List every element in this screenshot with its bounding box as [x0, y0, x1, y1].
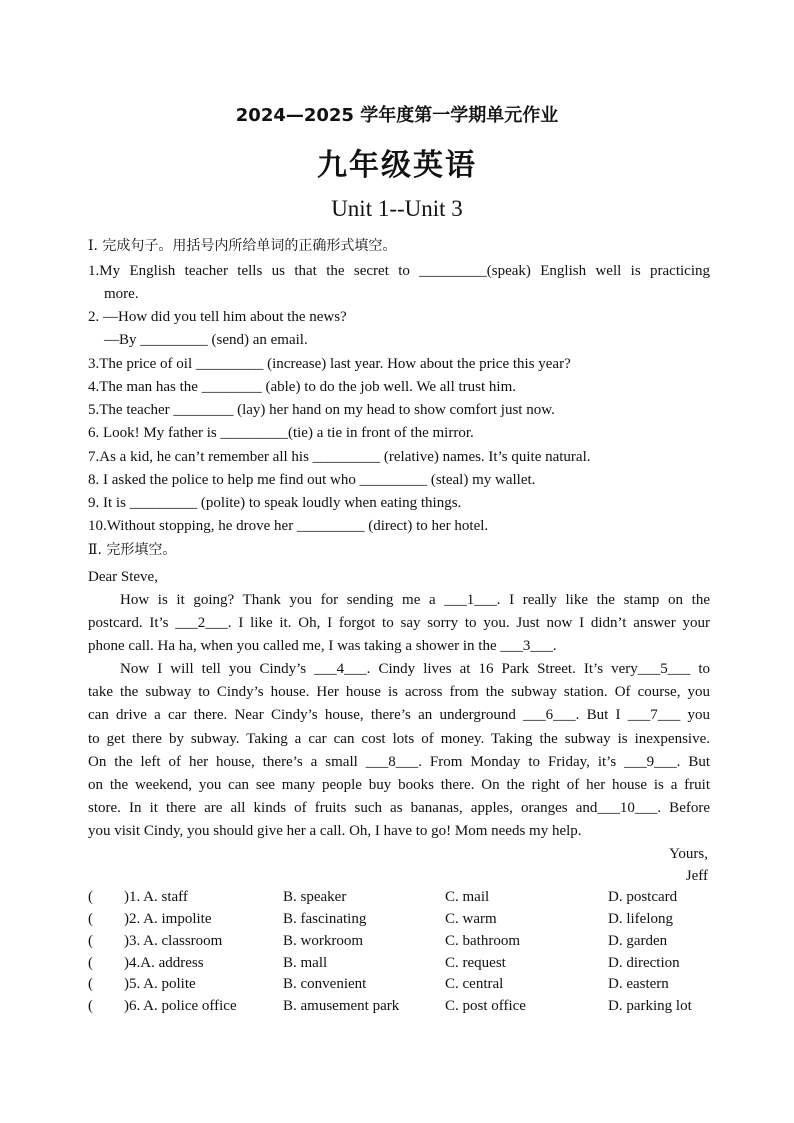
option-c: C. central — [445, 976, 504, 992]
answer-paren: ( — [88, 911, 93, 927]
option-b: B. workroom — [283, 933, 363, 949]
option-row — [88, 973, 728, 995]
option-row — [88, 886, 728, 908]
sentence-item: 10.Without stopping, he drove her _________ (direct) to her hotel. — [88, 518, 489, 534]
option-a: )6. A. police office — [124, 998, 237, 1014]
option-a: )5. A. polite — [124, 976, 196, 992]
option-row — [88, 995, 728, 1017]
sentence-item: 5.The teacher ________ (lay) her hand on my head to show comfort just now. — [88, 402, 555, 418]
letter-salutation: Dear Steve, — [88, 569, 158, 585]
letter-line: on the weekend, you can see many people buy books there. On the right of her house is a fruit — [88, 777, 710, 793]
term-title: 2024—2025 学年度第一学期单元作业 — [235, 105, 559, 126]
option-b: B. speaker — [283, 889, 347, 905]
sentence-item: 8. I asked the police to help me find out who _________ (steal) my wallet. — [88, 472, 536, 488]
option-a: )1. A. staff — [124, 889, 188, 905]
letter-signature: Jeff — [685, 868, 708, 884]
option-b: B. fascinating — [283, 911, 367, 927]
letter-line: postcard. It’s ___2___. I like it. Oh, I forgot to say sorry to you. Just now I didn’t answer your — [88, 615, 710, 631]
letter-line: you visit Cindy, you should give her a call. Oh, I have to go! Mom needs my help. — [88, 823, 582, 839]
sentence-item-continued: —By _________ (send) an email. — [104, 332, 308, 348]
answer-paren: ( — [88, 976, 93, 992]
option-b: B. amusement park — [283, 998, 400, 1014]
sentence-item: 3.The price of oil _________ (increase) last year. How about the price this year? — [88, 356, 571, 372]
letter-line: phone call. Ha ha, when you called me, I was taking a shower in the ___3___. — [88, 638, 557, 654]
option-b: B. convenient — [283, 976, 367, 992]
option-c: C. warm — [445, 911, 497, 927]
option-d: D. eastern — [608, 976, 669, 992]
letter-line: Now I will tell you Cindy’s ___4___. Cindy lives at 16 Park Street. It’s very___5___ to — [120, 661, 710, 677]
letter-line: How is it going? Thank you for sending me a ___1___. I really like the stamp on the — [120, 592, 710, 608]
option-row — [88, 952, 728, 974]
option-b: B. mall — [283, 955, 328, 971]
sentence-item-continued: more. — [104, 286, 139, 302]
option-d: D. garden — [608, 933, 668, 949]
sentence-item: 6. Look! My father is _________(tie) a tie in front of the mirror. — [88, 425, 474, 441]
option-c: C. request — [445, 955, 506, 971]
section2-heading: Ⅱ. 完形填空。 — [88, 542, 177, 558]
option-d: D. lifelong — [608, 911, 673, 927]
sentence-item: 7.As a kid, he can’t remember all his _________ (relative) names. It’s quite natural. — [88, 449, 591, 465]
letter-closing: Yours, — [669, 846, 708, 862]
answer-paren: ( — [88, 933, 93, 949]
unit-title: Unit 1--Unit 3 — [331, 196, 463, 221]
letter-line: take the subway to Cindy’s house. Her house is across from the subway station. Of course, you — [88, 684, 710, 700]
sentence-item: 4.The man has the ________ (able) to do the job well. We all trust him. — [88, 379, 517, 395]
answer-paren: ( — [88, 889, 93, 905]
option-c: C. post office — [445, 998, 526, 1014]
sentence-item: 1.My English teacher tells us that the secret to _________(speak) English well is practicing — [88, 263, 710, 279]
letter-line: can drive a car there. Near Cindy’s house, there’s an underground ___6___. But I ___7___ you — [88, 707, 710, 723]
option-a: )2. A. impolite — [124, 911, 212, 927]
option-a: )3. A. classroom — [124, 933, 223, 949]
option-a: )4.A. address — [124, 955, 204, 971]
subject-title: 九年级英语 — [317, 148, 477, 183]
option-d: D. parking lot — [608, 998, 692, 1014]
option-c: C. mail — [445, 889, 490, 905]
option-c: C. bathroom — [445, 933, 520, 949]
letter-line: store. In it there are all kinds of fruits such as bananas, apples, oranges and___10___. Before — [88, 800, 710, 816]
option-row — [88, 908, 728, 930]
option-row — [88, 930, 728, 952]
answer-paren: ( — [88, 998, 93, 1014]
letter-line: On the left of her house, there’s a small ___8___. From Monday to Friday, it’s ___9___. But — [88, 754, 710, 770]
letter-line: to get there by subway. Taking a car can cost lots of money. Taking the subway is inexpensive. — [88, 731, 710, 747]
sentence-item: 2. —How did you tell him about the news? — [88, 309, 347, 325]
option-d: D. direction — [608, 955, 680, 971]
section1-heading: I. 完成句子。用括号内所给单词的正确形式填空。 — [88, 238, 397, 254]
answer-paren: ( — [88, 955, 93, 971]
sentence-item: 9. It is _________ (polite) to speak loudly when eating things. — [88, 495, 462, 511]
option-d: D. postcard — [608, 889, 678, 905]
